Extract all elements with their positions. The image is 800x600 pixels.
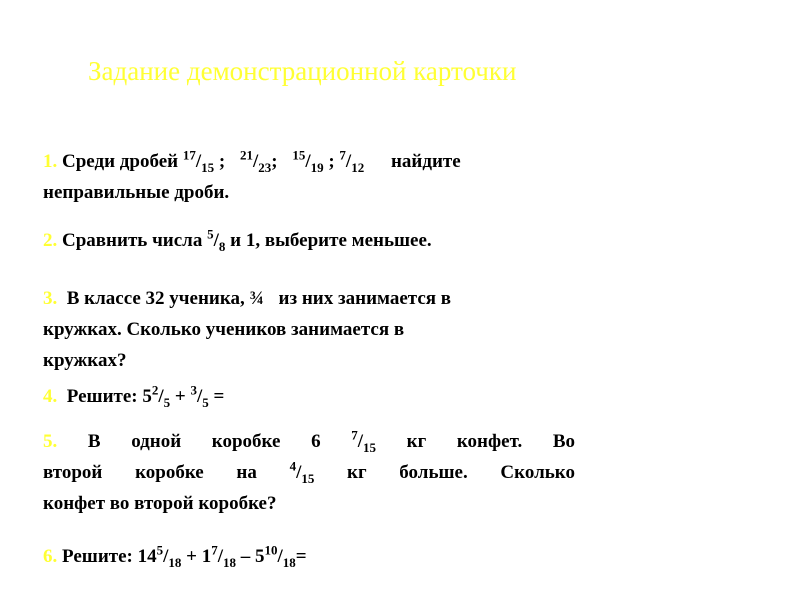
fraction-numerator: 7 <box>351 427 358 443</box>
separator: ; <box>328 151 335 172</box>
fraction-denominator: 18 <box>223 554 237 570</box>
task-number: 4. <box>43 386 58 407</box>
separator: ; <box>218 151 226 172</box>
task-text: кг больше. Сколько <box>347 462 575 483</box>
fraction: ¾ <box>249 288 264 309</box>
fraction-numerator: 17 <box>182 147 196 163</box>
task-3-line-3: кружках? <box>43 350 127 371</box>
task-text: найдите <box>390 151 461 172</box>
fraction-denominator: 15 <box>301 470 315 486</box>
task-text: кг конфет. Во <box>406 431 576 452</box>
task-1 <box>43 146 623 208</box>
task-3-line-2: кружках. Сколько учеников занимается в <box>43 319 405 340</box>
task-5-line-2: второй коробке на $^4/_{15}$ кг больше. Сколько <box>43 458 575 486</box>
fraction-denominator: 23 <box>258 159 272 175</box>
task-3-line-1 <box>43 283 623 314</box>
fraction-denominator: 15 <box>201 159 215 175</box>
task-5 <box>43 426 575 519</box>
task-5-line-1: 5. В одной коробке 6 $^7/_{15}$ кг конфет. Во <box>43 427 576 455</box>
fraction-numerator: 21 <box>239 147 253 163</box>
operator: + <box>174 386 186 407</box>
fraction-numerator: 15 <box>292 147 306 163</box>
operator: + 1 <box>186 546 212 567</box>
operator: = <box>213 386 225 407</box>
separator: ; <box>271 151 278 172</box>
task-text: Среди дробей <box>62 151 179 172</box>
fraction-denominator: 5 <box>202 394 209 410</box>
task-number: 5. <box>43 431 58 452</box>
fraction-denominator: 12 <box>351 159 365 175</box>
task-2-line-1: 2. Сравнить числа $^5/_8$ и 1, выберите меньшее. <box>43 226 432 254</box>
fraction-numerator: 7 <box>211 542 218 558</box>
task-1-line-2: неправильные дроби. <box>43 182 230 203</box>
task-2 <box>43 225 623 256</box>
task-text: Сравнить числа <box>62 230 203 251</box>
fraction-denominator: 8 <box>218 238 226 254</box>
fraction-numerator: 7 <box>339 147 346 163</box>
task-number: 6. <box>43 546 58 567</box>
task-text: В классе 32 ученика, <box>66 288 245 309</box>
task-6-line-1: 6. Решите: $14^5/_{18} + 1^7/_{18} - 5^{10}/_{18}=$ <box>43 542 307 570</box>
fraction-denominator: 19 <box>310 159 324 175</box>
task-text: и 1, выберите меньшее. <box>230 230 432 251</box>
fraction-numerator: 5 <box>207 226 214 242</box>
task-text: Решите: 14 <box>62 546 157 567</box>
task-4 <box>43 381 623 412</box>
page-title: Задание демонстрационной карточки <box>88 56 517 86</box>
task-text: второй коробке на <box>43 462 257 483</box>
fraction-numerator: 5 <box>156 542 164 558</box>
task-text: из них занимается в <box>278 288 452 309</box>
task-3 <box>43 283 623 376</box>
fraction-denominator: 18 <box>168 554 182 570</box>
fraction-numerator: 10 <box>264 542 278 558</box>
task-5-line-3: конфет во второй коробке? <box>43 493 277 514</box>
task-number: 1. <box>43 151 58 172</box>
fraction-numerator: 3 <box>190 382 197 398</box>
task-4-line-1: 4. Решите: $5^2/_5 + ^3/_5$ = <box>43 382 225 410</box>
fraction-numerator: 2 <box>151 382 159 398</box>
fraction-denominator: 18 <box>282 554 296 570</box>
fraction-denominator: 5 <box>163 394 171 410</box>
task-number: 3. <box>43 288 58 309</box>
operator: – 5 <box>240 546 265 567</box>
fraction-denominator: 15 <box>363 439 376 455</box>
task-6 <box>43 541 623 572</box>
task-text: Решите: 5 <box>66 386 152 407</box>
task-text: В одной коробке 6 <box>87 431 321 452</box>
operator: = <box>295 546 307 567</box>
task-number: 2. <box>43 230 58 251</box>
task-1-line-1: 1. Среди дробей $^{17}/_{15}$ ; $^{21}/_{23}$; $^{15}/_{19}$ ; $^7/_{12}$ найдите <box>43 147 461 175</box>
fraction-numerator: 4 <box>289 458 297 474</box>
